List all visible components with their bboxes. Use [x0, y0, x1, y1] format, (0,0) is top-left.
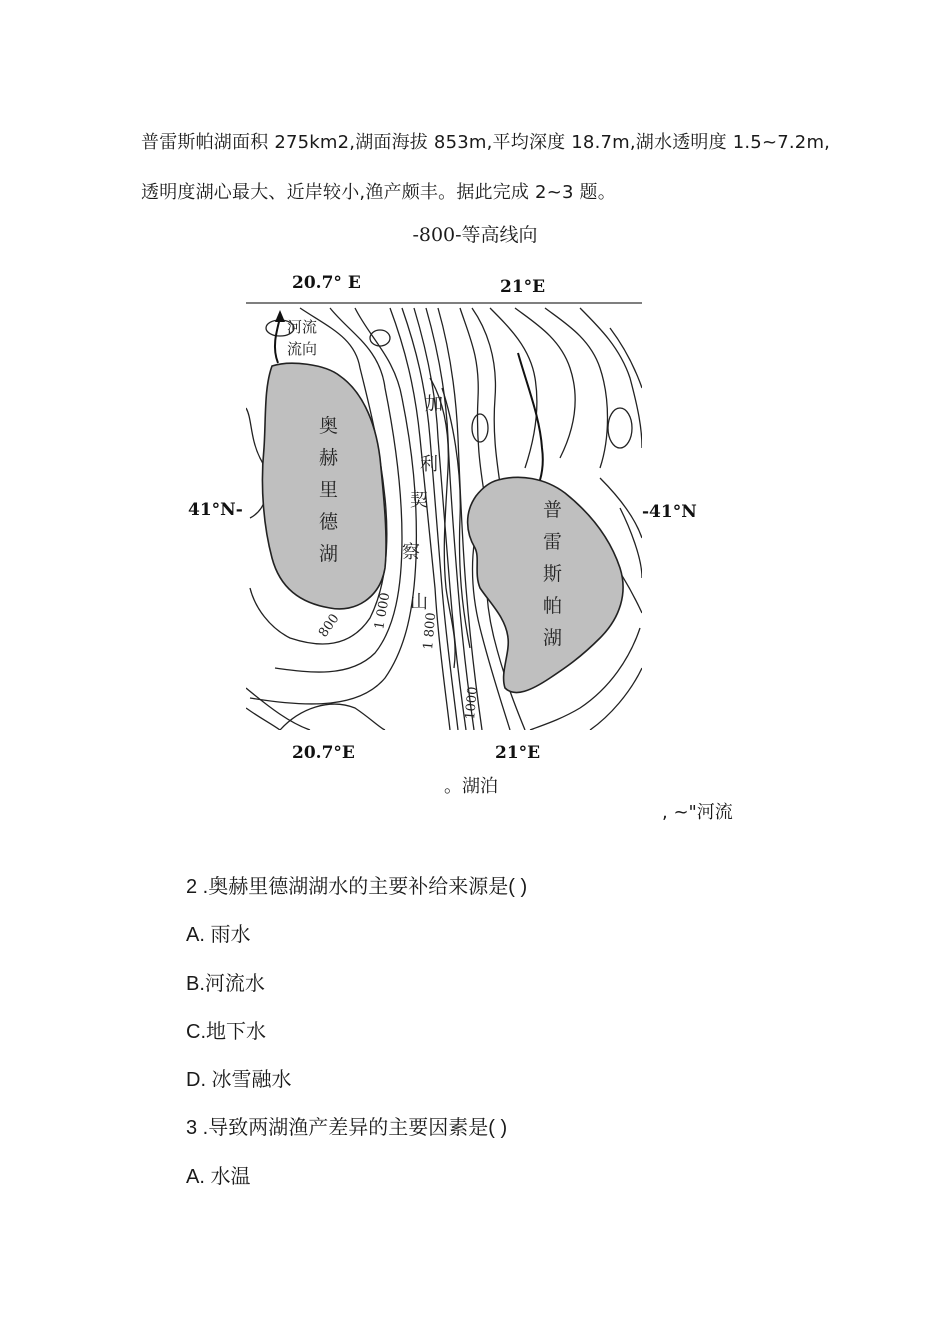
svg-text:契: 契	[410, 490, 428, 511]
intro-line-1: 普雷斯帕湖面积 275km2,湖面海拔 853m,平均深度 18.7m,湖水透明度 1.5~7.2m,	[141, 132, 831, 153]
contour-label-1000-a: 1 000	[372, 591, 394, 631]
lon-label-top-right: 21°E	[500, 277, 546, 297]
legend-lake: 。湖泊	[444, 776, 498, 797]
svg-text:利: 利	[420, 454, 438, 475]
lon-label-bottom-right: 21°E	[495, 743, 541, 763]
question-3-option-a: A. 水温	[186, 1166, 251, 1188]
lon-label-top-left: 20.7° E	[292, 273, 361, 293]
river-flow-arrow	[275, 310, 285, 322]
river-note-line-1: 河流	[287, 318, 318, 336]
svg-text:德: 德	[319, 511, 339, 533]
river-west-outflow	[275, 318, 280, 363]
question-2-option-b: B.河流水	[186, 973, 265, 995]
intro-line-2: 透明度湖心最大、近岸较小,渔产颇丰。据此完成 2~3 题。	[141, 182, 616, 203]
contour-label-1800: 1 800	[421, 611, 440, 651]
contour-label-1000-b: 1000	[463, 686, 481, 721]
svg-text:察: 察	[402, 542, 420, 563]
svg-text:里: 里	[319, 479, 339, 501]
contour-legend: -800-等高线向	[412, 224, 538, 246]
topographic-map	[180, 268, 697, 763]
svg-text:奥: 奥	[319, 415, 339, 437]
question-2-option-c: C.地下水	[186, 1021, 266, 1043]
svg-text:斯: 斯	[543, 563, 563, 585]
svg-text:加: 加	[425, 394, 443, 415]
river-note-line-2: 流向	[287, 340, 318, 358]
river-east-inflow	[518, 353, 543, 480]
question-2-option-d: D. 冰雪融水	[186, 1069, 292, 1091]
svg-text:湖: 湖	[543, 627, 563, 649]
lat-label-right: -41°N	[642, 502, 697, 522]
question-3-stem: 3 .导致两湖渔产差异的主要因素是( )	[186, 1117, 508, 1139]
question-2-stem: 2 .奥赫里德湖湖水的主要补给来源是( )	[186, 876, 528, 898]
contour-label-800: 800	[315, 611, 343, 641]
lat-label-left: 41°N-	[188, 500, 243, 520]
svg-text:普: 普	[543, 499, 563, 521]
svg-text:赫: 赫	[319, 447, 339, 469]
svg-text:雷: 雷	[543, 531, 563, 553]
svg-text:山: 山	[410, 592, 428, 613]
svg-text:湖: 湖	[319, 543, 339, 565]
lon-label-bottom-left: 20.7°E	[292, 743, 355, 763]
legend-river: , ~"河流	[662, 802, 733, 823]
question-2-option-a: A. 雨水	[186, 924, 251, 946]
svg-text:帕: 帕	[543, 595, 563, 617]
